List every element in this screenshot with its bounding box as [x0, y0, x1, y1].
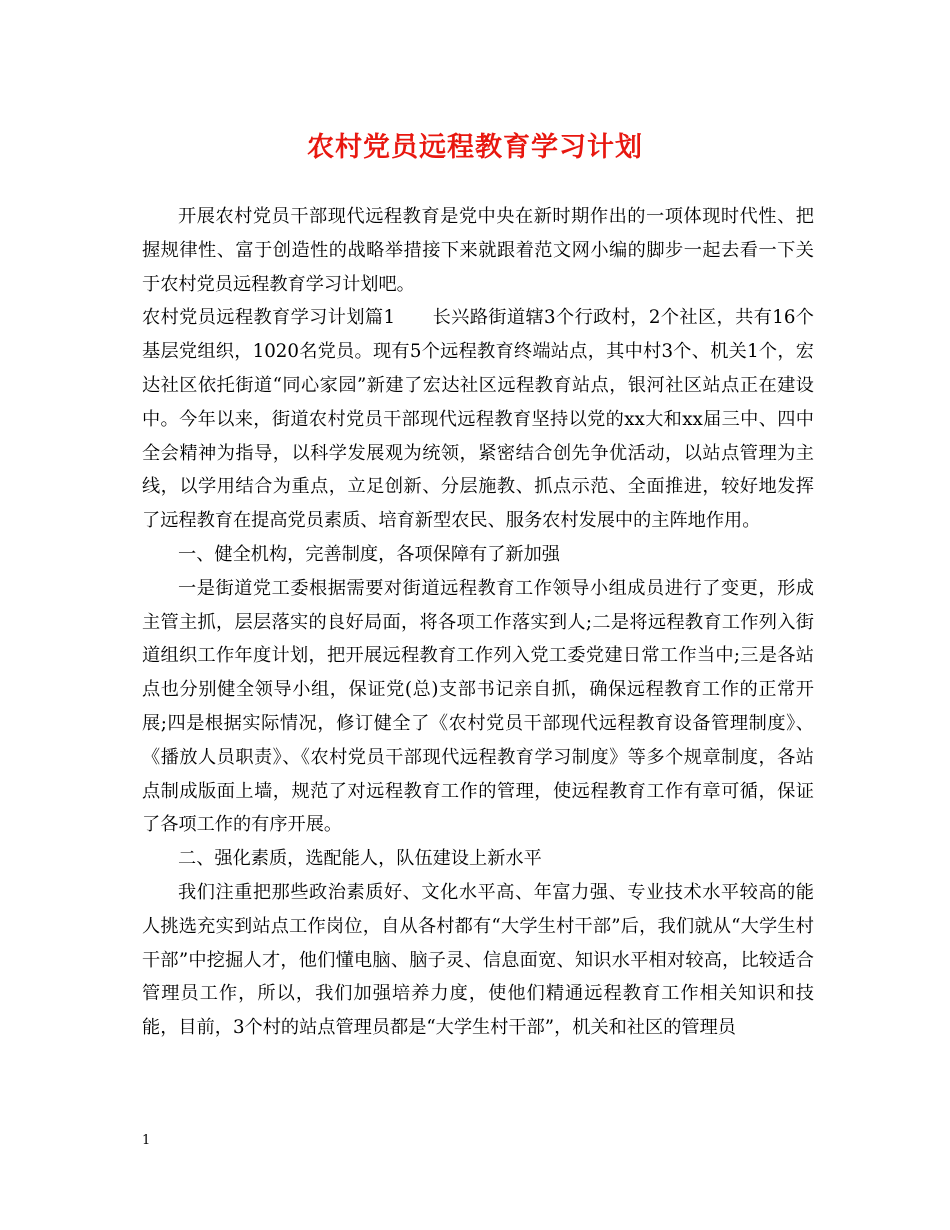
paragraph-plan-1: 农村党员远程教育学习计划篇1 长兴路街道辖3个行政村，2个社区，共有16个基层党组织，1020名党员。现有5个远程教育终端站点，其中村3个、机关1个，宏达社区依托街道“同心家园”新建了宏达社区远程教育站点，银河社区站点正在建设中。今年以来，街道农村党员干部现代远程教育坚持以党的xx大和xx届三中、四中全会精神为指导，以科学发展观为统领，紧密结合创先争优活动，以站点管理为主线，以学用结合为重点，立足创新、分层施教、抓点示范、全面推进，较好地发挥了远程教育在提高党员素质、培育新型农民、服务农村发展中的主阵地作用。 — [142, 307, 814, 532]
paragraph-intro: 开展农村党员干部现代远程教育是党中央在新时期作出的一项体现时代性、把握规律性、富于创造性的战略举措接下来就跟着范文网小编的脚步一起去看一下关于农村党员远程教育学习计划吧。 — [142, 206, 814, 295]
page-number: 1 — [142, 1133, 151, 1148]
section-heading-2: 二、强化素质，选配能人，队伍建设上新水平 — [178, 848, 542, 870]
paragraph-section-2: 我们注重把那些政治素质好、文化水平高、年富力强、专业技术水平较高的能人挑选充实到站点工作岗位，自从各村都有“大学生村干部”后，我们就从“大学生村干部”中挖掘人才，他们懂电脑、脑子灵、信息面宽、知识水平相对较高，比较适合管理员工作，所以，我们加强培养力度，使他们精通远程教育工作相关知识和技能，目前，3个村的站点管理员都是“大学生村干部”，机关和社区的管理员 — [142, 881, 814, 1039]
section-heading-1: 一、健全机构，完善制度，各项保障有了新加强 — [178, 543, 560, 565]
paragraph-section-1: 一是街道党工委根据需要对街道远程教育工作领导小组成员进行了变更，形成主管主抓，层层落实的良好局面，将各项工作落实到人;二是将远程教育工作列入街道组织工作年度计划，把开展远程教育工作列入党工委党建日常工作当中;三是各站点也分别健全领导小组，保证党(总)支部书记亲自抓，确保远程教育工作的正常开展;四是根据实际情况，修订健全了《农村党员干部现代远程教育设备管理制度》、《播放人员职责》、《农村党员干部现代远程教育学习制度》等多个规章制度，各站点制成版面上墙，规范了对远程教育工作的管理，使远程教育工作有章可循，保证了各项工作的有序开展。 — [142, 577, 814, 836]
document-title: 农村党员远程教育学习计划 — [307, 132, 643, 163]
document-body — [142, 200, 814, 1045]
